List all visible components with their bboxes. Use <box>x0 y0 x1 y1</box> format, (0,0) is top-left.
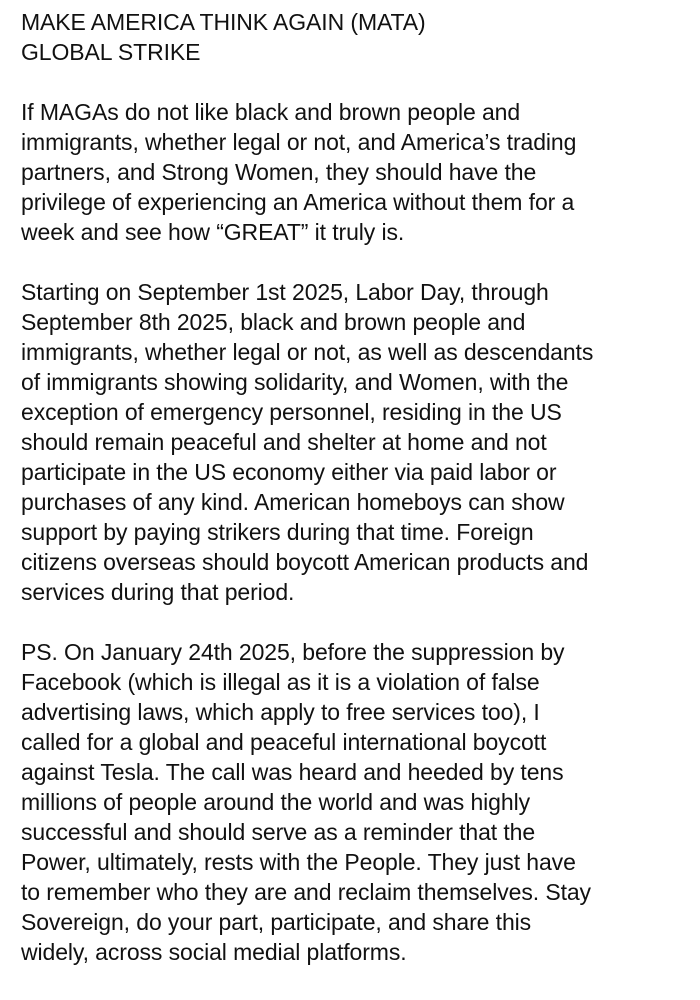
paragraph-strike-dates: Starting on September 1st 2025, Labor Day, through September 8th 2025, black and brown people and immigrants, whether legal or not, as well as descendants of immigrants showing solidarity, and Women, with the exception of emergency personnel, residing in the US should remain peaceful and shelter at home and not participate in the US economy either via paid labor or purchases of any kind. American homeboys can show support by paying strikers during that time. Foreign citizens overseas should boycott American products and services during that period. <box>21 279 594 605</box>
post-text <box>21 7 691 967</box>
post-title <box>21 7 691 67</box>
title-line-1: MAKE AMERICA THINK AGAIN (MATA) <box>21 9 426 35</box>
paragraph-spacer <box>21 67 691 97</box>
paragraph-ps: PS. On January 24th 2025, before the suppression by Facebook (which is illegal as it is a violation of false advertising laws, which apply to free services too), I called for a global and peaceful international boycott against Tesla. The call was heard and heeded by tens millions of people around the world and was highly successful and should serve as a reminder that the Power, ultimately, rests with the People. They just have to remember who they are and reclaim themselves. Stay Sovereign, do your part, participate, and share this widely, across social medial platforms. <box>21 639 591 965</box>
paragraph-spacer <box>21 247 691 277</box>
title-line-2: GLOBAL STRIKE <box>21 39 201 65</box>
paragraph-maga: If MAGAs do not like black and brown people and immigrants, whether legal or not, and America’s trading partners, and Strong Women, they should have the privilege of experiencing an America without them for a week and see how “GREAT” it truly is. <box>21 99 577 245</box>
paragraph-spacer <box>21 607 691 637</box>
